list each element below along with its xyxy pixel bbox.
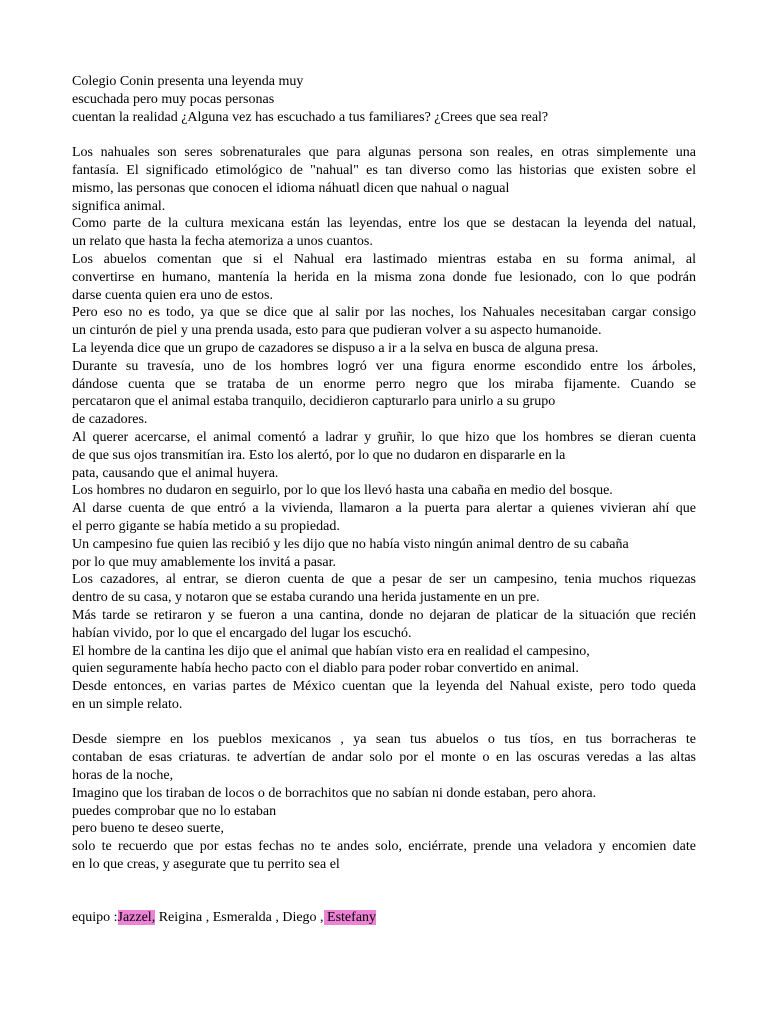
story-line: significa animal. <box>72 198 166 214</box>
story-line: de que sus ojos transmitían ira. Esto los alertó, por lo que no dudaron en dispararle en la <box>72 447 566 463</box>
story-line: Durante su travesía, uno de los hombres logró ver una figura enorme escondido entre los árboles, <box>72 358 696 374</box>
story-line: Como parte de la cultura mexicana están las leyendas, entre los que se destacan la leyenda del natual, <box>72 216 696 232</box>
closing-line: solo te recuerdo que por estas fechas no te andes solo, enciérrate, prende una veladora y encomien date <box>72 839 696 855</box>
closing-line: pero bueno te deseo suerte, <box>72 821 224 837</box>
story-line: El hombre de la cantina les dijo que el animal que habían visto era en realidad el campesino, <box>72 643 590 659</box>
story-line: un cinturón de piel y una prenda usada, esto para que pudieran volver a su aspecto humanoide. <box>72 323 602 339</box>
team-member-highlighted: Jazzel, <box>117 910 156 926</box>
story-line: un relato que hasta la fecha atemoriza a unos cuantos. <box>72 234 373 250</box>
story-line: en un simple relato. <box>72 696 183 712</box>
story-line: darse cuenta quien era uno de estos. <box>72 287 273 303</box>
story-line: pata, causando que el animal huyera. <box>72 465 279 481</box>
story-line: Al querer acercarse, el animal comentó a ladrar y gruñir, lo que hizo que los hombres se dieran cuenta <box>72 429 696 445</box>
intro-paragraph <box>72 73 696 126</box>
story-line: el perro gigante se había metido a su propiedad. <box>72 518 340 534</box>
story-line: Más tarde se retiraron y se fueron a una cantina, donde no dejaran de platicar de la situación que recién <box>72 607 696 623</box>
team-line <box>72 909 696 927</box>
story-line: dentro de su casa, y notaron que se estaba curando una herida justamente en un pre. <box>72 590 540 606</box>
story-line: mismo, las personas que conocen el idioma náhuatl dicen que nahual o nagual <box>72 180 510 196</box>
story-line: quien seguramente había hecho pacto con el diablo para poder robar convertido en animal. <box>72 661 579 677</box>
blank-line <box>72 714 696 732</box>
story-line: Desde entonces, en varias partes de México cuentan que la leyenda del Nahual existe, pero todo queda <box>72 679 696 695</box>
intro-line: cuentan la realidad ¿Alguna vez has escuchado a tus familiares? ¿Crees que sea real? <box>72 109 549 125</box>
closing-line: contaban de esas criaturas. te advertían de andar solo por el monte o en las oscuras veredas a las altas <box>72 750 696 766</box>
story-line: por lo que muy amablemente los invitá a pasar. <box>72 554 336 570</box>
story-line: Los cazadores, al entrar, se dieron cuenta de que a pesar de ser un campesino, tenia muchos riquezas <box>72 572 696 588</box>
story-line: fantasía. El significado etimológico de "nahual" es tan diverso como las historias que existen sobre el <box>72 162 696 178</box>
closing-paragraph <box>72 731 696 873</box>
intro-line: Colegio Conin presenta una leyenda muy <box>72 74 304 89</box>
document-page <box>72 73 696 927</box>
story-line: La leyenda dice que un grupo de cazadores se dispuso a ir a la selva en busca de alguna presa. <box>72 340 599 356</box>
story-line: Un campesino fue quien las recibió y les dijo que no había visto ningún animal dentro de su cabaña <box>72 536 629 552</box>
story-line: dándose cuenta que se trataba de un enorme perro negro que los miraba fijamente. Cuando se <box>72 376 696 392</box>
blank-lines <box>72 874 696 910</box>
story-body <box>72 144 696 714</box>
story-line: percataron que el animal estaba tranquilo, decidieron capturarlo para unirlo a su grupo <box>72 394 556 410</box>
story-line: Los nahuales son seres sobrenaturales que para algunas persona son reales, en otras simplemente una <box>72 145 696 161</box>
closing-line: horas de la noche, <box>72 768 174 784</box>
closing-line: Imagino que los tiraban de locos o de borrachitos que no sabían ni donde estaban, pero ahora. <box>72 785 597 801</box>
closing-line: puedes comprobar que no lo estaban <box>72 803 277 819</box>
story-line: Los hombres no dudaron en seguirlo, por lo que los llevó hasta una cabaña en medio del bosque. <box>72 483 613 499</box>
story-line: Los abuelos comentan que si el Nahual era lastimado mientras estaba en su forma animal, al <box>72 251 696 267</box>
team-members: Reigina , Esmeralda , Diego , <box>155 910 324 926</box>
closing-line: en lo que creas, y asegurate que tu perrito sea el <box>72 857 340 873</box>
intro-line: escuchada pero muy pocas personas <box>72 91 275 107</box>
story-line: Al darse cuenta de que entró a la vivienda, llamaron a la puerta para alertar a quienes vivieran ahí que <box>72 501 696 517</box>
blank-line <box>72 126 696 144</box>
team-member-highlighted: Estefany <box>323 910 377 926</box>
story-line: de cazadores. <box>72 412 148 428</box>
story-line: convertirse en humano, mantenía la herida en la misma zona donde fue lesionado, con lo que podrán <box>72 269 696 285</box>
story-line: Pero eso no es todo, ya que se dice que al salir por las noches, los Nahuales necesitaban cargar consigo <box>72 305 696 321</box>
team-label: equipo : <box>72 910 118 926</box>
closing-line: Desde siempre en los pueblos mexicanos , ya sean tus abuelos o tus tíos, en tus borracheras te <box>72 732 696 748</box>
story-line: habían vivido, por lo que el encargado del lugar los escuchó. <box>72 625 412 641</box>
